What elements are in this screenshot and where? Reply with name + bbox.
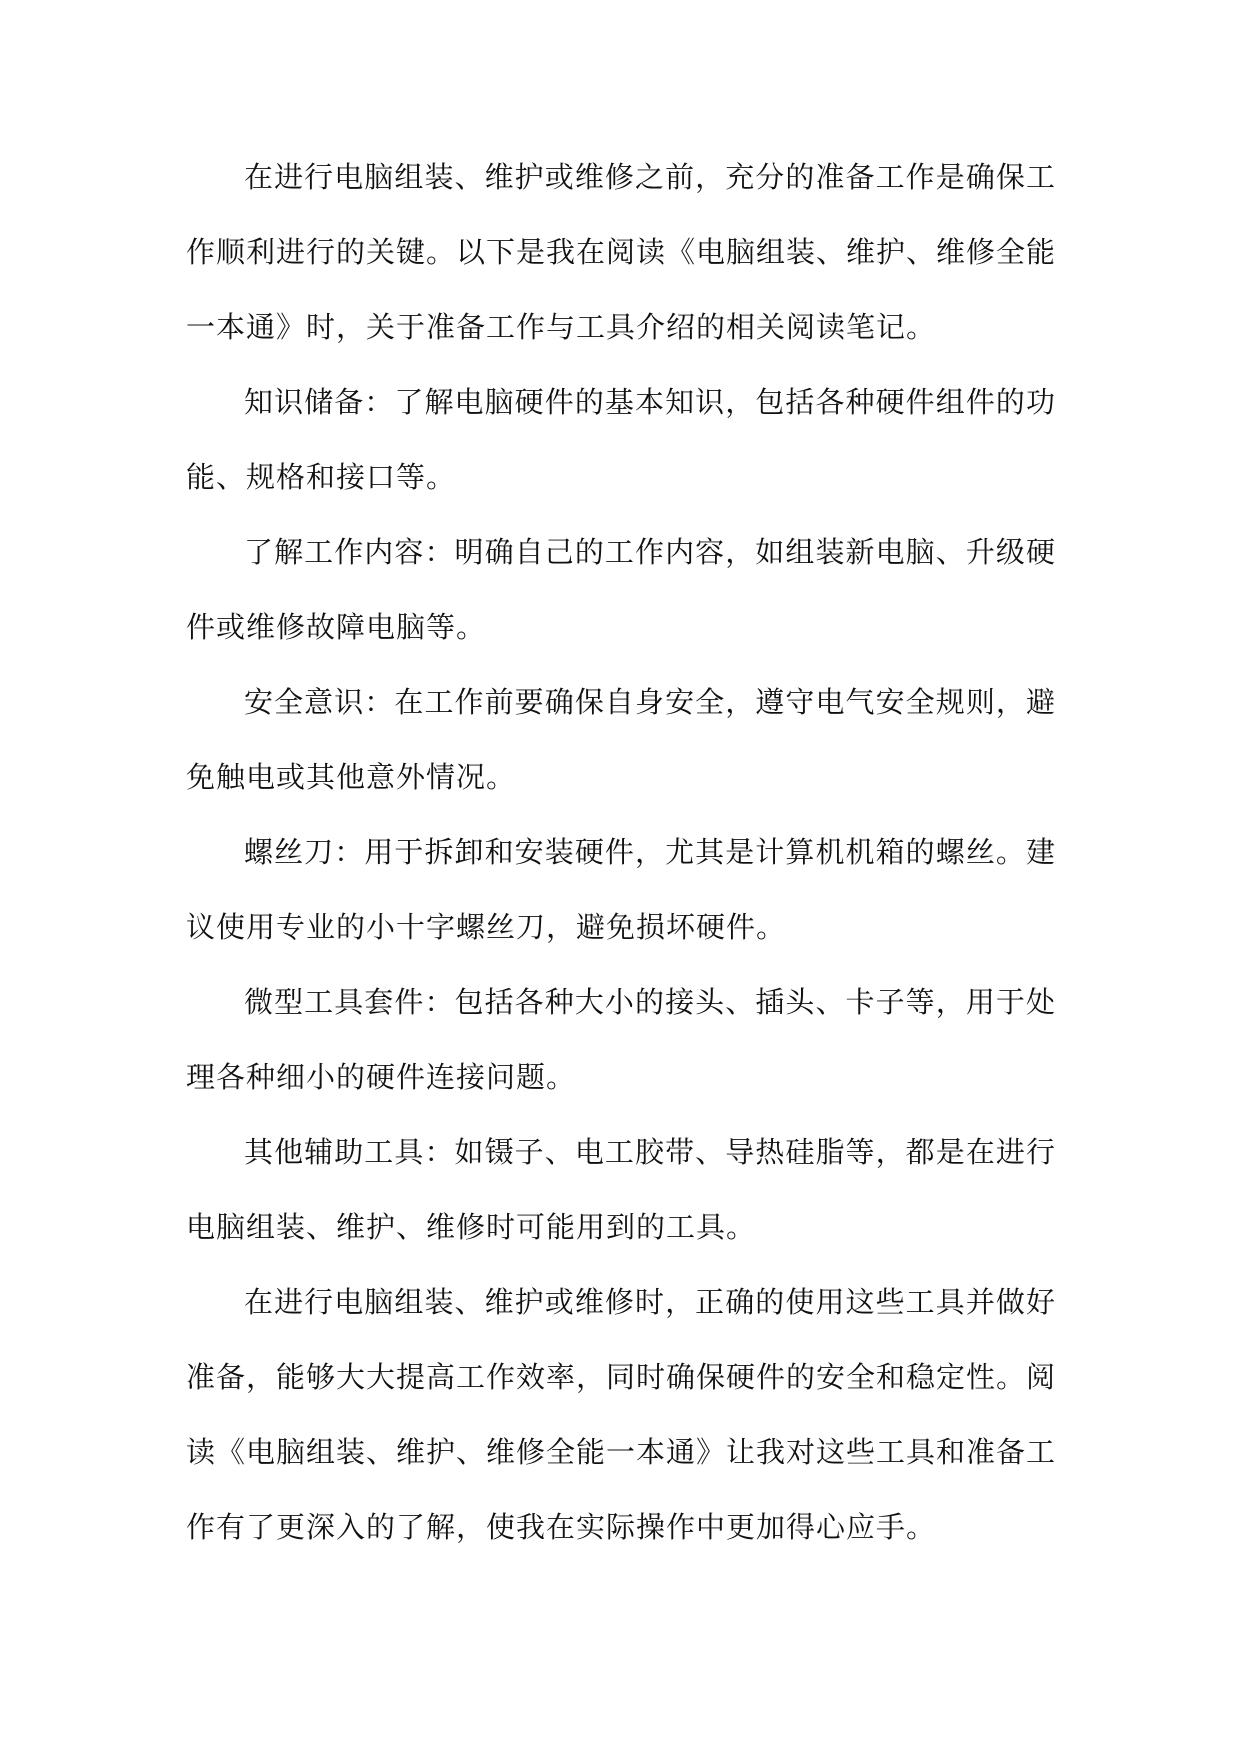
- document-body: [186, 140, 1056, 1565]
- intro-paragraph: 在进行电脑组装、维护或维修之前，充分的准备工作是确保工作顺利进行的关键。以下是我在阅读《电脑组装、维护、维修全能一本通》时，关于准备工作与工具介绍的相关阅读笔记。: [186, 160, 1057, 344]
- safety-paragraph: 安全意识：在工作前要确保自身安全，遵守电气安全规则，避免触电或其他意外情况。: [186, 685, 1056, 794]
- conclusion-paragraph: 在进行电脑组装、维护或维修时，正确的使用这些工具并做好准备，能够大大提高工作效率，同时确保硬件的安全和稳定性。阅读《电脑组装、维护、维修全能一本通》让我对这些工具和准备工作有了更深入的了解，使我在实际操作中更加得心应手。: [186, 1285, 1057, 1544]
- work-content-paragraph: 了解工作内容：明确自己的工作内容，如组装新电脑、升级硬件或维修故障电脑等。: [186, 535, 1056, 644]
- micro-tool-kit-paragraph: 微型工具套件：包括各种大小的接头、插头、卡子等，用于处理各种细小的硬件连接问题。: [186, 985, 1056, 1094]
- knowledge-paragraph: 知识储备：了解电脑硬件的基本知识，包括各种硬件组件的功能、规格和接口等。: [186, 385, 1056, 494]
- auxiliary-tools-paragraph: 其他辅助工具：如镊子、电工胶带、导热硅脂等，都是在进行电脑组装、维护、维修时可能用到的工具。: [186, 1135, 1056, 1244]
- screwdriver-paragraph: 螺丝刀：用于拆卸和安装硬件，尤其是计算机机箱的螺丝。建议使用专业的小十字螺丝刀，避免损坏硬件。: [186, 835, 1056, 944]
